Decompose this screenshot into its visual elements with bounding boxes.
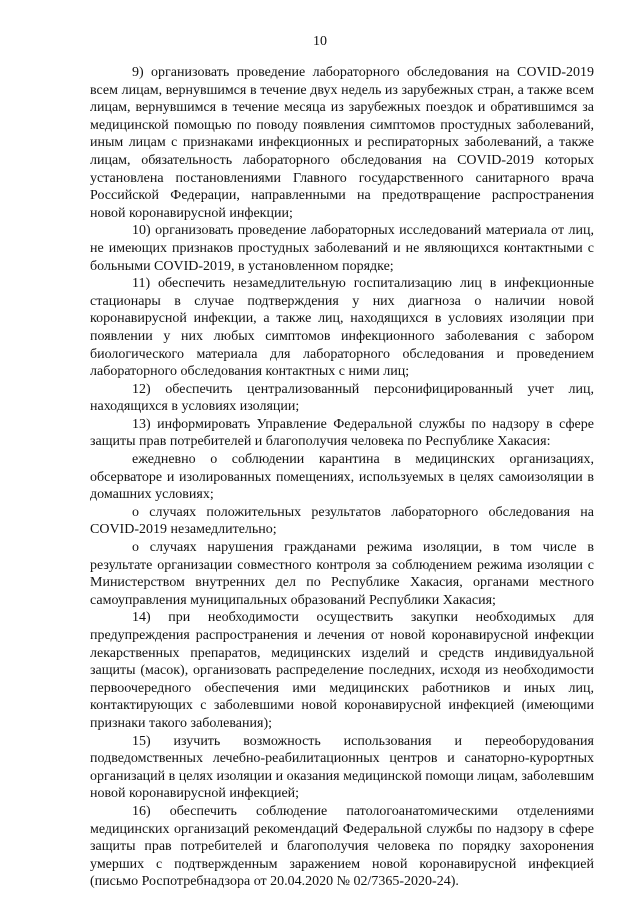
- paragraph-item-14: 14) при необходимости осуществить закупки необходимых для предупреждения распространения и лечения от новой коронавирусной инфекции лекарственных препаратов, медицинских изделий и средств индивидуальной защиты (масок), организовать распределение последних, исходя из необходимости первоочередного обеспечения ими медицинских работников и иных лиц, контактирующих с заболевшими новой коронавирусной инфекцией (имеющими признаки такого заболевания);: [90, 610, 594, 731]
- paragraph-subitem-daily: ежедневно о соблюдении карантина в медицинских организациях, обсерваторе и изолированных помещениях, используемых в целях самоизоляции в домашних условиях;: [90, 452, 594, 503]
- paragraph-item-13: 13) информировать Управление Федеральной службы по надзору в сфере защиты прав потребителей и благополучия человека по Республике Хакасия:: [90, 416, 594, 450]
- paragraph-subitem-positive-results: о случаях положительных результатов лабораторного обследования на COVID-2019 незамедлительно;: [90, 504, 594, 538]
- paragraph-item-10: 10) организовать проведение лабораторных исследований материала от лиц, не имеющих признаков простудных заболеваний и не являющихся контактными с больными COVID-2019, в установленном порядке;: [90, 223, 594, 274]
- page-number: 10: [313, 34, 327, 49]
- document-body: [90, 64, 594, 891]
- paragraph-item-12: 12) обеспечить централизованный персонифицированный учет лиц, находящихся в условиях изоляции;: [90, 381, 594, 415]
- paragraph-item-11: 11) обеспечить незамедлительную госпитализацию лиц в инфекционные стационары в случае подтверждения у них диагноза о наличии новой коронавирусной инфекции, а также лиц, находящихся в условиях изоляции при появлении у них любых симптомов инфекционного заболевания с забором биологического материала для лабораторного обследования и проведением лабораторного обследования контактных с ними лиц;: [90, 276, 594, 380]
- paragraph-item-15: 15) изучить возможность использования и переоборудования подведомственных лечебно-реабилитационных центров и санаторно-курортных организаций в целях изоляции и оказания медицинской помощи лицам, заболевшим новой коронавирусной инфекцией;: [90, 733, 594, 802]
- paragraph-subitem-violations: о случаях нарушения гражданами режима изоляции, в том числе в результате организации совместного контроля за соблюдением режима изоляции с Министерством внутренних дел по Республике Хакасия, органами местного самоуправления муниципальных образований Республики Хакасия;: [90, 540, 594, 608]
- paragraph-item-16: 16) обеспечить соблюдение патологоанатомическими отделениями медицинских организаций рекомендаций Федеральной службы по надзору в сфере защиты прав потребителей и благополучия человека по порядку захоронения умерших с подтвержденным заражением новой коронавирусной инфекцией (письмо Роспотребнадзора от 20.04.2020 № 02/7365-2020-24).: [90, 803, 594, 890]
- paragraph-item-9: 9) организовать проведение лабораторного обследования на COVID-2019 всем лицам, вернувшимся в течение двух недель из зарубежных стран, а также всем лицам, вернувшимся в течение месяца из зарубежных поездок и обратившимся за медицинской помощью по поводу появления симптомов простудных заболеваний, иным лицам с признаками инфекционных и респираторных заболеваний, а также лицам, обязательность лабораторного обследования на COVID-2019 которых установлена постановлениями Главного государственного санитарного врача Российской Федерации, направленными на предотвращение распространения новой коронавирусной инфекции;: [90, 65, 594, 221]
